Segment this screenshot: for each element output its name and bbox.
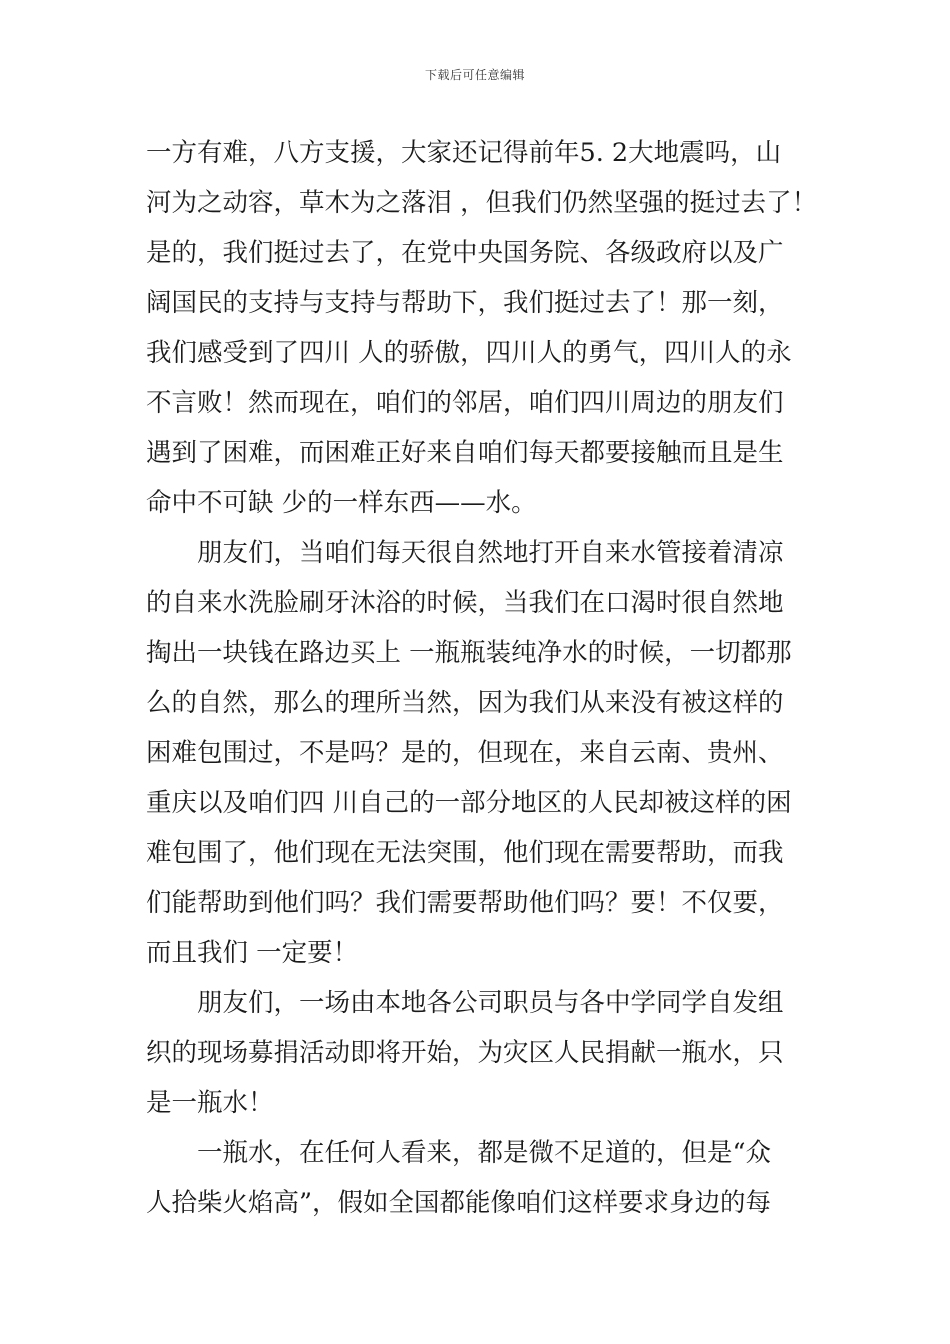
text-line: 一方有难，八方支援，大家还记得前年5. 2大地震吗，山 (146, 138, 782, 168)
text-line: 河为之动容，草木为之落泪 ，但我们仍然坚强的挺过去了！ (146, 188, 818, 218)
text-line: 掏出一块钱在路边买上 一瓶瓶装纯净水的时候，一切都那 (146, 638, 792, 668)
text-line: 重庆以及咱们四 川自己的一部分地区的人民却被这样的困 (146, 788, 792, 818)
text-line: 们能帮助到他们吗？我们需要帮助他们吗？要！不仅要， (146, 888, 784, 918)
text-line: 的自来水洗脸刷牙沐浴的时候，当我们在口渴时很自然地 (146, 588, 784, 618)
text-line: 朋友们，一场由本地各公司职员与各中学同学自发组 (146, 988, 784, 1018)
text-line: 一瓶水，在任何人看来，都是微不足道的，但是“众 (146, 1138, 772, 1168)
text-line: 是的，我们挺过去了，在党中央国务院、各级政府以及广 (146, 238, 784, 268)
text-line: 朋友们，当咱们每天很自然地打开自来水管接着清凉 (146, 538, 784, 568)
text-line: 人拾柴火焰高”，假如全国都能像咱们这样要求身边的每 (146, 1188, 772, 1218)
text-line: 是一瓶水！ (146, 1088, 274, 1118)
text-line: 难包围了，他们现在无法突围，他们现在需要帮助，而我 (146, 838, 784, 868)
page-header: 下载后可任意编辑 (424, 68, 525, 82)
text-line: 困难包围过，不是吗？是的，但现在，来自云南、贵州、 (146, 738, 784, 768)
text-line: 我们感受到了四川 人的骄傲，四川人的勇气，四川人的永 (146, 338, 792, 368)
document-body (146, 128, 836, 1228)
text-line: 阔国民的支持与支持与帮助下，我们挺过去了！那一刻， (146, 288, 784, 318)
text-line: 不言败！然而现在，咱们的邻居，咱们四川周边的朋友们 (146, 388, 784, 418)
text-line: 命中不可缺 少的一样东西——水。 (146, 488, 537, 518)
text-line: 么的自然，那么的理所当然，因为我们从来没有被这样的 (146, 688, 784, 718)
text-line: 织的现场募捐活动即将开始，为灾区人民捐献一瓶水，只 (146, 1038, 784, 1068)
text-line: 遇到了困难，而困难正好来自咱们每天都要接触而且是生 (146, 438, 784, 468)
text-line: 而且我们 一定要！ (146, 938, 359, 968)
